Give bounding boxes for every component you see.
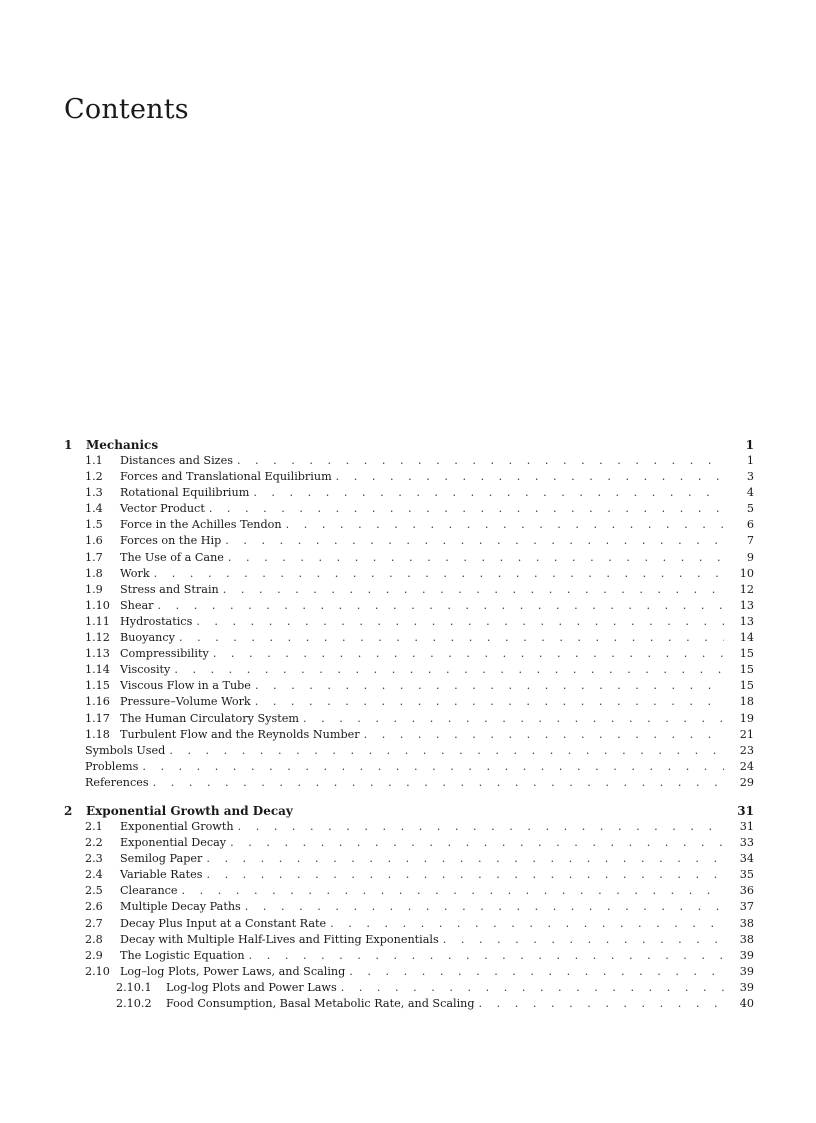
toc-entry[interactable] xyxy=(64,948,754,964)
page-number: 34 xyxy=(739,852,754,866)
page-number: 1 xyxy=(745,438,754,452)
section-title: References xyxy=(85,775,149,789)
page-number: 18 xyxy=(739,695,754,709)
section-number: 1.3 xyxy=(85,486,103,500)
toc-entry[interactable] xyxy=(64,835,754,851)
page-number: 39 xyxy=(739,948,754,962)
table-of-contents xyxy=(64,437,754,1012)
dot-leader xyxy=(230,835,724,851)
section-title: Exponential Decay xyxy=(120,836,227,850)
dot-leader xyxy=(349,964,724,980)
section-number: 2.1 xyxy=(85,819,103,833)
dot-leader xyxy=(255,694,724,710)
section-title: The Logistic Equation xyxy=(120,948,245,962)
toc-entry[interactable] xyxy=(64,775,754,791)
toc-entry[interactable] xyxy=(64,550,754,566)
section-title: Exponential Growth xyxy=(120,819,234,833)
section-title: Stress and Strain xyxy=(120,582,219,596)
dot-leader xyxy=(154,566,724,582)
dot-leader xyxy=(237,453,724,469)
section-title: Buoyancy xyxy=(120,631,175,645)
section-number: 1.18 xyxy=(85,727,110,741)
page-number: 35 xyxy=(739,868,754,882)
section-number: 1.13 xyxy=(85,647,110,661)
chapter-title: Exponential Growth and Decay xyxy=(86,803,293,818)
dot-leader xyxy=(206,867,724,883)
page-number: 38 xyxy=(739,932,754,946)
page-number: 7 xyxy=(746,534,754,548)
chapter-gap xyxy=(64,791,754,803)
dot-leader xyxy=(228,550,724,566)
page-number: 23 xyxy=(739,743,754,757)
page-number: 12 xyxy=(739,582,754,596)
section-title: Forces and Translational Equilibrium xyxy=(120,470,332,484)
toc-entry[interactable] xyxy=(64,996,754,1012)
section-number: 2.6 xyxy=(85,900,103,914)
page-number: 13 xyxy=(739,598,754,612)
dot-leader xyxy=(206,851,724,867)
toc-entry[interactable] xyxy=(64,819,754,835)
dot-leader xyxy=(223,582,724,598)
toc-entry[interactable] xyxy=(64,469,754,485)
section-title: Problems xyxy=(85,759,139,773)
page-number: 36 xyxy=(739,884,754,898)
chapter-title: Mechanics xyxy=(86,438,159,452)
dot-leader xyxy=(182,883,724,899)
section-title: Compressibility xyxy=(120,647,209,661)
toc-entry[interactable] xyxy=(64,598,754,614)
page-number: 39 xyxy=(739,964,754,978)
page-number: 15 xyxy=(739,647,754,661)
toc-entry[interactable] xyxy=(64,485,754,501)
toc-entry[interactable] xyxy=(64,517,754,533)
section-number: 1.9 xyxy=(85,582,103,596)
section-title: Force in the Achilles Tendon xyxy=(120,518,282,532)
dot-leader xyxy=(341,980,724,996)
page-number: 4 xyxy=(746,486,754,500)
section-title: Variable Rates xyxy=(120,868,203,882)
chapter-entry[interactable] xyxy=(64,803,754,819)
section-number: 1.4 xyxy=(85,502,103,516)
page-number: 37 xyxy=(739,900,754,914)
toc-entry[interactable] xyxy=(64,851,754,867)
section-number: 1.11 xyxy=(85,614,110,628)
toc-entry[interactable] xyxy=(64,727,754,743)
dot-leader xyxy=(142,759,724,775)
section-number: 2.2 xyxy=(85,836,103,850)
section-number: 1.7 xyxy=(85,550,103,564)
dot-leader xyxy=(245,899,724,915)
dot-leader xyxy=(443,932,724,948)
section-title: Log–log Plots, Power Laws, and Scaling xyxy=(120,964,346,978)
section-number: 1.6 xyxy=(85,534,103,548)
section-number: 1.8 xyxy=(85,566,103,580)
section-number: 2.7 xyxy=(85,916,103,930)
page-number: 13 xyxy=(739,614,754,628)
page-number: 14 xyxy=(739,631,754,645)
toc-entry[interactable] xyxy=(64,630,754,646)
toc-entry[interactable] xyxy=(64,678,754,694)
page-number: 38 xyxy=(739,916,754,930)
toc-entry[interactable] xyxy=(64,867,754,883)
dot-leader xyxy=(196,614,724,630)
section-number: 1.16 xyxy=(85,695,110,709)
dot-leader xyxy=(249,948,724,964)
section-title: The Human Circulatory System xyxy=(120,711,299,725)
section-number: 2.5 xyxy=(85,884,103,898)
section-title: Clearance xyxy=(120,884,178,898)
section-title: Work xyxy=(120,566,150,580)
section-title: Vector Product xyxy=(120,502,205,516)
dot-leader xyxy=(158,598,724,614)
dot-leader xyxy=(330,916,724,932)
dot-leader xyxy=(336,469,724,485)
toc-entry[interactable] xyxy=(64,533,754,549)
dot-leader xyxy=(253,485,724,501)
toc-entry[interactable] xyxy=(64,694,754,710)
section-number: 1.2 xyxy=(85,470,103,484)
page-title: Contents xyxy=(64,94,189,125)
dot-leader xyxy=(286,517,724,533)
dot-leader xyxy=(255,678,724,694)
dot-leader xyxy=(153,775,724,791)
dot-leader xyxy=(364,727,724,743)
section-title: Semilog Paper xyxy=(120,852,203,866)
section-title: Shear xyxy=(120,598,154,612)
section-title: Forces on the Hip xyxy=(120,534,222,548)
page-number: 15 xyxy=(739,663,754,677)
section-number: 2.10.1 xyxy=(116,980,152,994)
section-title: Symbols Used xyxy=(85,743,166,757)
toc-entry[interactable] xyxy=(64,662,754,678)
page-number: 39 xyxy=(739,980,754,994)
toc-entry[interactable] xyxy=(64,582,754,598)
toc-entry[interactable] xyxy=(64,743,754,759)
page-number: 31 xyxy=(737,803,754,818)
page-number: 15 xyxy=(739,679,754,693)
section-number: 2.8 xyxy=(85,932,103,946)
section-number: 1.17 xyxy=(85,711,110,725)
section-number: 2.4 xyxy=(85,868,103,882)
page-number: 19 xyxy=(739,711,754,725)
dot-leader xyxy=(225,533,724,549)
section-title: Decay with Multiple Half-Lives and Fitting Exponentials xyxy=(120,932,439,946)
page-number: 6 xyxy=(746,518,754,532)
section-title: Decay Plus Input at a Constant Rate xyxy=(120,916,327,930)
section-title: Food Consumption, Basal Metabolic Rate, and Scaling xyxy=(166,997,475,1010)
toc-entry[interactable] xyxy=(64,899,754,915)
dot-leader xyxy=(238,819,724,835)
section-number: 2.10 xyxy=(85,964,110,978)
dot-leader xyxy=(169,743,724,759)
toc-entry[interactable] xyxy=(64,453,754,469)
section-number: 1.5 xyxy=(85,518,103,532)
section-number: 2.10.2 xyxy=(116,997,152,1010)
section-title: Hydrostatics xyxy=(120,614,193,628)
dot-leader xyxy=(303,711,724,727)
section-number: 1.10 xyxy=(85,598,110,612)
page-number: 33 xyxy=(739,836,754,850)
section-number: 1.12 xyxy=(85,631,110,645)
toc-entry[interactable] xyxy=(64,759,754,775)
toc-entry[interactable] xyxy=(64,646,754,662)
section-title: Log-log Plots and Power Laws xyxy=(166,980,337,994)
page-number: 21 xyxy=(739,727,754,741)
page-number: 3 xyxy=(746,470,754,484)
section-title: Viscous Flow in a Tube xyxy=(120,679,251,693)
chapter-entry[interactable] xyxy=(64,437,754,453)
page-number: 9 xyxy=(746,550,754,564)
chapter-number: 1 xyxy=(64,438,73,452)
page-number: 31 xyxy=(739,819,754,833)
dot-leader xyxy=(209,501,724,517)
section-number: 1.1 xyxy=(85,454,103,467)
section-number: 2.9 xyxy=(85,948,103,962)
section-title: Rotational Equilibrium xyxy=(120,486,250,500)
section-number: 1.14 xyxy=(85,663,110,677)
section-title: Viscosity xyxy=(120,663,171,677)
page-number: 10 xyxy=(739,566,754,580)
section-title: The Use of a Cane xyxy=(120,550,224,564)
page-number: 29 xyxy=(739,775,754,789)
section-title: Turbulent Flow and the Reynolds Number xyxy=(120,727,360,741)
toc-entry[interactable] xyxy=(64,883,754,899)
section-title: Distances and Sizes xyxy=(120,454,233,467)
toc-entry[interactable] xyxy=(64,932,754,948)
dot-leader xyxy=(213,646,724,662)
toc-entry[interactable] xyxy=(64,501,754,517)
toc-entry[interactable] xyxy=(64,614,754,630)
toc-entry[interactable] xyxy=(64,711,754,727)
page-number: 24 xyxy=(739,759,754,773)
toc-entry[interactable] xyxy=(64,916,754,932)
section-title: Multiple Decay Paths xyxy=(120,900,241,914)
toc-entry[interactable] xyxy=(64,964,754,980)
page-number: 5 xyxy=(746,502,754,516)
section-number: 1.15 xyxy=(85,679,110,693)
section-title: Pressure–Volume Work xyxy=(120,695,251,709)
dot-leader xyxy=(174,662,724,678)
toc-entry[interactable] xyxy=(64,566,754,582)
page-number: 40 xyxy=(739,997,754,1010)
chapter-number: 2 xyxy=(64,803,73,818)
section-number: 2.3 xyxy=(85,852,103,866)
page-number: 1 xyxy=(746,454,754,467)
dot-leader xyxy=(479,996,724,1012)
toc-entry[interactable] xyxy=(64,980,754,996)
dot-leader xyxy=(179,630,724,646)
